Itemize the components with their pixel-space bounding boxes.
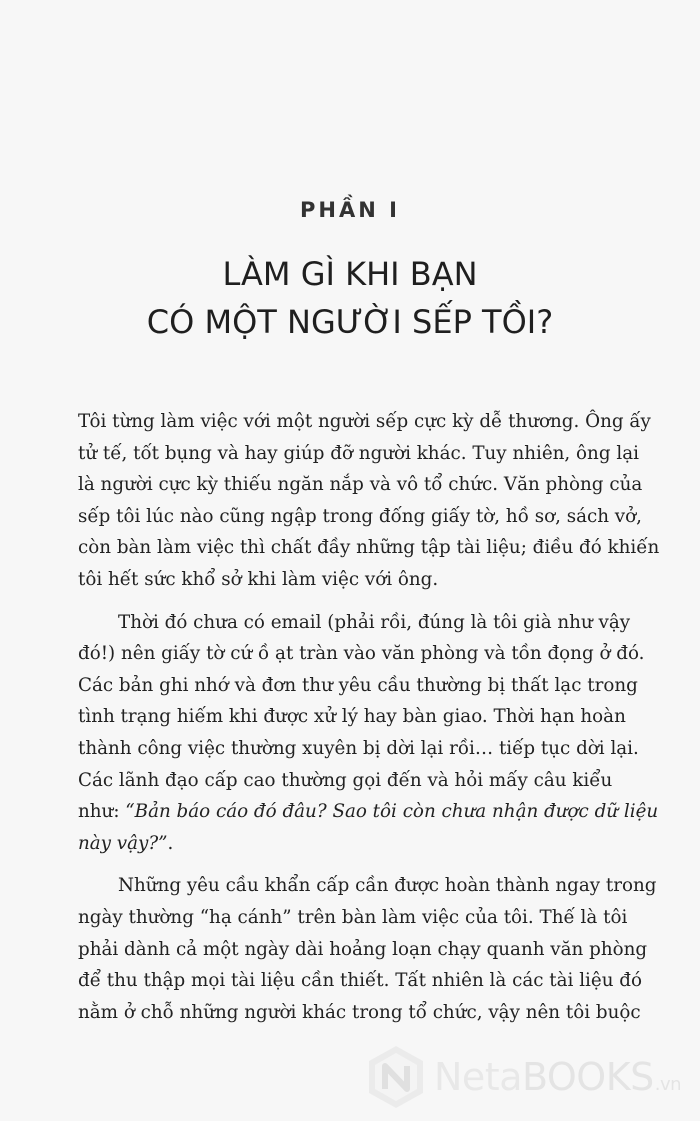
netabooks-logo-icon	[362, 1043, 430, 1111]
text-line	[78, 796, 659, 828]
paragraph-3	[78, 870, 657, 1028]
text-line: nằm ở chỗ những người khác trong tổ chức, vậy nên tôi buộc	[78, 1001, 641, 1023]
text-line: sếp tôi lúc nào cũng ngập trong đống giấy tờ, hồ sơ, sách vở,	[78, 505, 642, 527]
quote-suffix: .	[167, 832, 174, 854]
italic-quote: này vậy?”	[78, 832, 168, 854]
text-line: đó!) nên giấy tờ cứ ồ ạt tràn vào văn phòng và tồn đọng ở đó.	[78, 643, 645, 665]
text-line: Các lãnh đạo cấp cao thường gọi đến và hỏi mấy câu kiểu	[78, 769, 613, 791]
watermark	[362, 1043, 692, 1113]
watermark-brand-a: Neta	[434, 1055, 522, 1099]
body-text	[78, 406, 660, 1028]
watermark-text	[434, 1055, 681, 1099]
text-line: Tôi từng làm việc với một người sếp cực kỳ dễ thương. Ông ấy	[78, 411, 651, 432]
text-line: phải dành cả một ngày dài hoảng loạn chạy quanh văn phòng	[78, 938, 648, 960]
part-label: PHẦN I	[300, 198, 400, 222]
text-line: còn bàn làm việc thì chất đầy những tập tài liệu; điều đó khiến	[78, 537, 660, 559]
text-line: ngày thường “hạ cánh” trên bàn làm việc của tôi. Thế là tôi	[78, 906, 628, 928]
text-line: là người cực kỳ thiếu ngăn nắp và vô tổ chức. Văn phòng của	[78, 474, 643, 496]
text-line	[78, 828, 626, 860]
text-line: thành công việc thường xuyên bị dời lại rồi… tiếp tục dời lại.	[78, 737, 639, 759]
text-line: Thời đó chưa có email (phải rồi, đúng là tôi già như vậy	[118, 611, 631, 633]
text-line: tôi hết sức khổ sở khi làm việc với ông.	[78, 568, 439, 590]
quote-prefix: như:	[78, 801, 126, 823]
paragraph-2	[78, 607, 659, 860]
paragraph-1	[78, 406, 660, 596]
watermark-brand-b: BOOKS	[522, 1055, 654, 1099]
text-line: để thu thập mọi tài liệu cần thiết. Tất nhiên là các tài liệu đó	[78, 970, 643, 992]
text-line: tử tế, tốt bụng và hay giúp đỡ người khác. Tuy nhiên, ông lại	[78, 442, 639, 464]
text-line: Các bản ghi nhớ và đơn thư yêu cầu thường bị thất lạc trong	[78, 674, 638, 696]
chapter-title-line-1: LÀM GÌ KHI BẠN	[222, 255, 478, 293]
chapter-title	[0, 250, 700, 346]
chapter-title-line-2: CÓ MỘT NGƯỜI SẾP TỒI?	[146, 303, 554, 341]
watermark-domain: .vn	[654, 1074, 682, 1095]
italic-quote: “Bản báo cáo đó đâu? Sao tôi còn chưa nhận được dữ liệu	[125, 801, 659, 823]
text-line: tình trạng hiếm khi được xử lý hay bàn giao. Thời hạn hoàn	[78, 706, 626, 728]
text-line: Những yêu cầu khẩn cấp cần được hoàn thành ngay trong	[118, 875, 657, 897]
